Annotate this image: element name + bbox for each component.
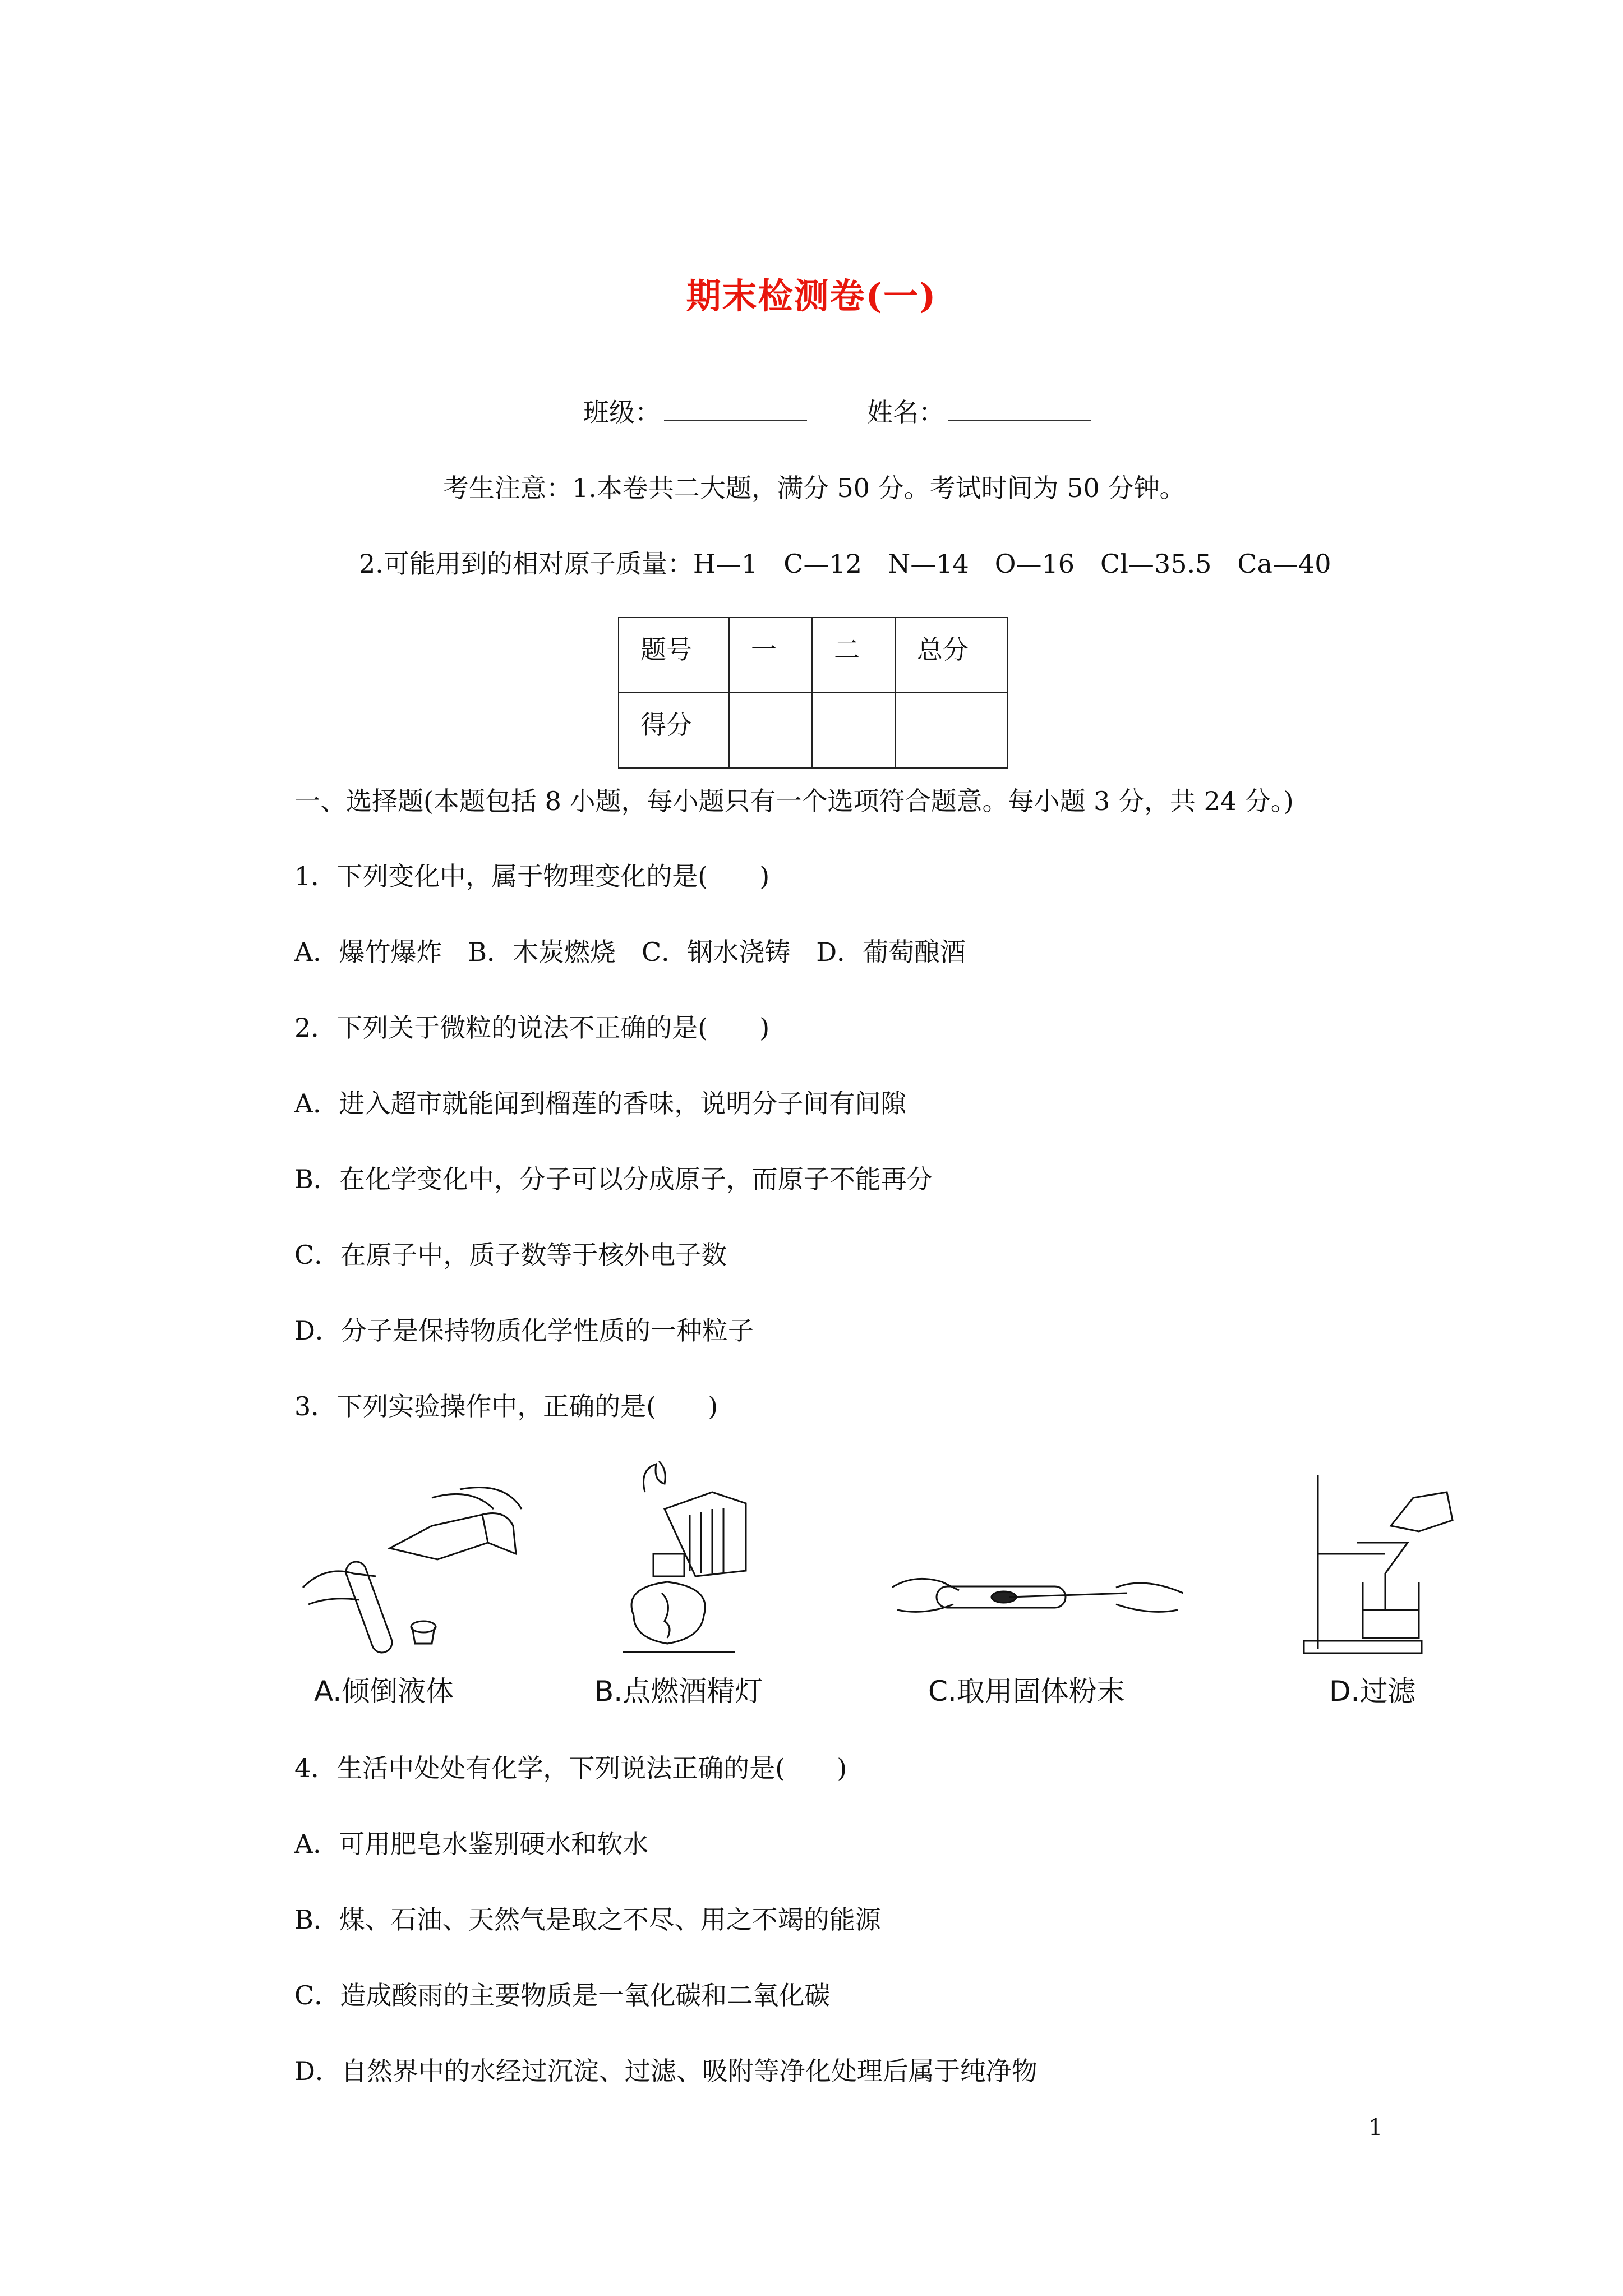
score-table-cell: 题号	[619, 618, 729, 693]
question-4-option-b: B．煤、石油、天然气是取之不尽、用之不竭的能源	[294, 1904, 881, 1935]
score-cell-1[interactable]	[729, 693, 812, 768]
figure-caption-b: B.点燃酒精灯	[594, 1675, 763, 1708]
question-2-option-d: D．分子是保持物质化学性质的一种粒子	[294, 1315, 754, 1346]
figure-caption-c: C.取用固体粉末	[928, 1675, 1125, 1708]
solid-powder-illustration	[892, 1565, 1183, 1632]
name-label: 姓名：	[867, 397, 944, 427]
class-label: 班级：	[583, 397, 661, 427]
score-table-cell: 总分	[895, 618, 1007, 693]
question-2-option-b: B．在化学变化中，分子可以分成原子，而原子不能再分	[294, 1164, 933, 1194]
alcohol-lamp-illustration	[600, 1458, 802, 1660]
score-table-cell: 一	[729, 618, 812, 693]
score-table-header-row	[619, 618, 1007, 693]
question-1-stem: 1．下列变化中，属于物理变化的是( )	[294, 861, 770, 891]
filtration-illustration	[1301, 1470, 1469, 1660]
page-number: 1	[1368, 2115, 1383, 2141]
pouring-liquid-illustration	[292, 1475, 527, 1655]
figure-caption-a: A.倾倒液体	[314, 1675, 454, 1708]
question-4-option-a: A．可用肥皂水鉴别硬水和软水	[294, 1829, 649, 1859]
question-4-stem: 4．生活中处处有化学，下列说法正确的是( )	[294, 1753, 847, 1783]
question-4-option-c: C．造成酸雨的主要物质是一氧化碳和二氧化碳	[294, 1980, 831, 2010]
score-table-cell: 二	[812, 618, 895, 693]
class-field	[583, 395, 807, 429]
score-table-row-label: 得分	[619, 693, 729, 768]
question-2-option-c: C．在原子中，质子数等于核外电子数	[294, 1240, 727, 1270]
question-2-stem: 2．下列关于微粒的说法不正确的是( )	[294, 1013, 770, 1043]
page-title: 期末检测卷(一)	[686, 275, 937, 316]
question-4-option-d: D．自然界中的水经过沉淀、过滤、吸附等净化处理后属于纯净物	[294, 2056, 1038, 2086]
class-blank[interactable]	[664, 398, 807, 421]
score-cell-total[interactable]	[895, 693, 1007, 768]
name-blank[interactable]	[948, 398, 1091, 421]
section-heading: 一、选择题(本题包括 8 小题，每小题只有一个选项符合题意。每小题 3 分，共 24 分。)	[294, 786, 1294, 816]
question-3-stem: 3．下列实验操作中，正确的是( )	[294, 1391, 718, 1421]
question-1-options: A．爆竹爆炸 B．木炭燃烧 C．钢水浇铸 D．葡萄酿酒	[294, 937, 966, 967]
notice-1: 考生注意：1.本卷共二大题，满分 50 分。考试时间为 50 分钟。	[443, 473, 1186, 503]
score-table	[618, 617, 1008, 769]
question-2-option-a: A．进入超市就能闻到榴莲的香味，说明分子间有间隙	[294, 1088, 907, 1119]
score-cell-2[interactable]	[812, 693, 895, 768]
score-table-score-row	[619, 693, 1007, 768]
notice-2: 2.可能用到的相对原子质量：H—1 C—12 N—14 O—16 Cl—35.5 Ca—40	[359, 549, 1331, 579]
name-field	[867, 395, 1091, 429]
figure-caption-d: D.过滤	[1329, 1675, 1416, 1708]
